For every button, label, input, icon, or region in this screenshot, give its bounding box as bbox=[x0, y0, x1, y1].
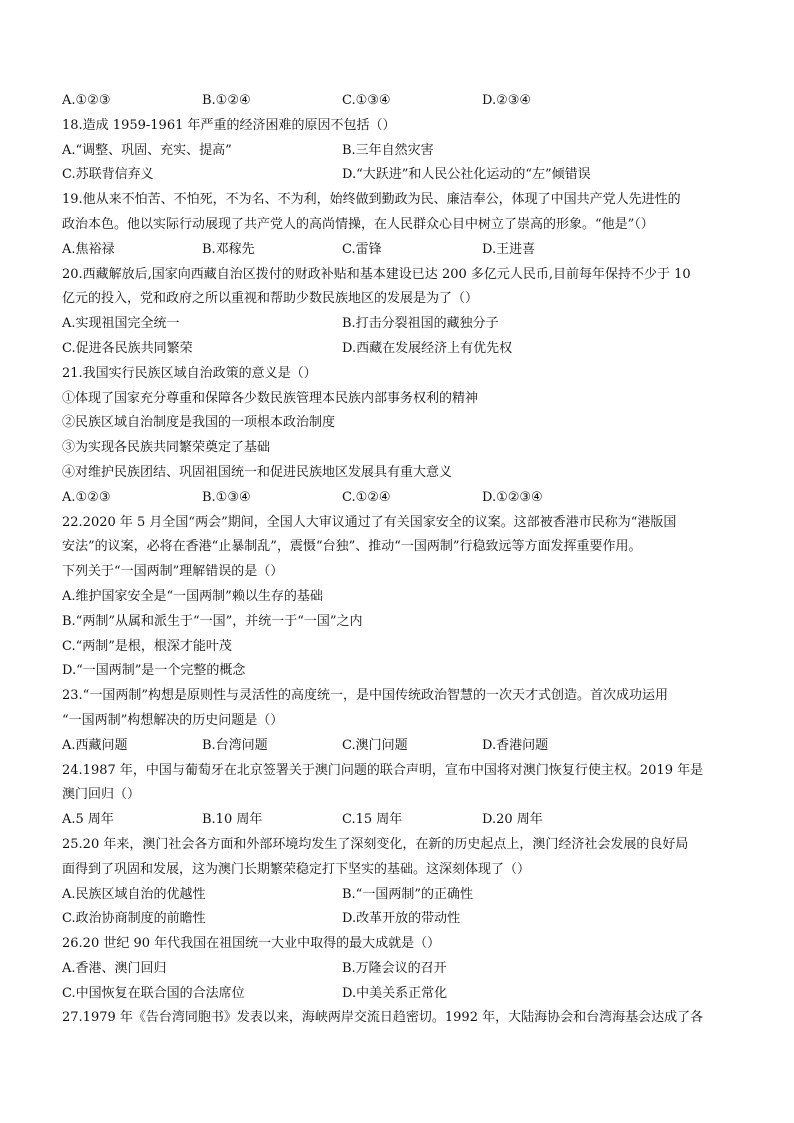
q23-option-d: D.香港问题 bbox=[482, 737, 549, 753]
q26-option-d: D.中美关系正常化 bbox=[342, 985, 448, 1001]
q18-option-b: B.三年自然灾害 bbox=[342, 142, 434, 158]
q22-option-c: C.“两制”是根，根深才能叶茂 bbox=[62, 638, 232, 654]
q19-options bbox=[62, 238, 738, 263]
q21-option-b: B.①③④ bbox=[202, 489, 251, 505]
q23-stem-line2: “一国两制”构想解决的历史问题是（） bbox=[62, 712, 284, 728]
q19-option-c: C.雷锋 bbox=[342, 241, 382, 257]
q20-option-d: D.西藏在发展经济上有优先权 bbox=[342, 340, 513, 356]
q25-options-row2 bbox=[62, 907, 738, 932]
q18-options-row1 bbox=[62, 139, 738, 164]
q22-stem-line1: 22.2020 年 5 月全国“两会”期间，全国人大审议通过了有关国家安全的议案。这部被香港市民称为“港版国 bbox=[62, 514, 677, 530]
q19-option-a: A.焦裕禄 bbox=[62, 241, 115, 257]
q20-stem-line1: 20.西藏解放后,国家向西藏自治区拨付的财政补贴和基本建设已达 200 多亿元人民币,目前每年保持不少于 10 bbox=[62, 266, 691, 282]
q20-stem-line2: 亿元的投入，党和政府之所以重视和帮助少数民族地区的发展是为了（） bbox=[62, 291, 479, 307]
q24-stem-line2: 澳门回归（） bbox=[62, 787, 141, 803]
q25-option-a: A.民族区域自治的优越性 bbox=[62, 886, 206, 902]
q17-option-b: B.①②④ bbox=[202, 93, 251, 108]
q18-option-c: C.苏联背信弃义 bbox=[62, 167, 154, 183]
q18-option-d: D.“大跃进”和人民公社化运动的“左”倾错误 bbox=[342, 167, 591, 183]
q21-option-a: A.①②③ bbox=[62, 489, 111, 505]
q24-stem-line1: 24.1987 年，中国与葡萄牙在北京签署关于澳门问题的联合声明，宣布中国将对澳门恢复行使主权。2019 年是 bbox=[62, 762, 704, 778]
q22-option-b: B.“两制”从属和派生于“一国”，并统一于“一国”之内 bbox=[62, 613, 363, 629]
q19-option-b: B.邓稼先 bbox=[202, 241, 255, 257]
q21-item-3: ③为实现各民族共同繁荣奠定了基础 bbox=[62, 440, 271, 456]
q24-options bbox=[62, 808, 738, 833]
q17-option-d: D.②③④ bbox=[482, 93, 532, 108]
q18-options-row2 bbox=[62, 163, 738, 188]
q17-option-c: C.①③④ bbox=[342, 93, 391, 108]
q24-option-a: A.5 周年 bbox=[62, 812, 114, 828]
q24-option-b: B.10 周年 bbox=[202, 812, 263, 828]
q21-options bbox=[62, 486, 738, 511]
q21-item-4: ④对维护民族团结、巩固祖国统一和促进民族地区发展具有重大意义 bbox=[62, 464, 453, 480]
q25-stem-line1: 25.20 年来，澳门社会各方面和外部环境均发生了深刻变化，在新的历史起点上，澳门经济社会发展的良好局 bbox=[62, 836, 689, 852]
q19-stem-line2: 政治本色。他以实际行动展现了共产党人的高尚情操，在人民群众心目中树立了崇高的形象。“他是”（） bbox=[62, 216, 654, 232]
q26-stem: 26.20 世纪 90 年代我国在祖国统一大业中取得的最大成就是（） bbox=[62, 936, 441, 952]
q25-option-c: C.政治协商制度的前瞻性 bbox=[62, 911, 206, 927]
q25-option-b: B.“一国两制”的正确性 bbox=[342, 886, 473, 902]
q21-option-c: C.①②④ bbox=[342, 489, 391, 505]
q20-option-c: C.促进各民族共同繁荣 bbox=[62, 340, 193, 356]
q26-options-row2 bbox=[62, 982, 738, 1007]
q20-option-b: B.打击分裂祖国的藏独分子 bbox=[342, 316, 499, 332]
q19-option-d: D.王进喜 bbox=[482, 241, 536, 257]
q25-options-row1 bbox=[62, 883, 738, 908]
q22-option-a: A.维护国家安全是“一国两制”赖以生存的基础 bbox=[62, 588, 323, 604]
q22-stem-line3: 下列关于“一国两制”理解错误的是（） bbox=[62, 564, 284, 580]
q26-option-c: C.中国恢复在联合国的合法席位 bbox=[62, 985, 245, 1001]
q22-option-d: D.“一国两制”是一个完整的概念 bbox=[62, 663, 246, 679]
q18-option-a: A.“调整、巩固、充实、提高” bbox=[62, 142, 232, 158]
q26-option-b: B.万隆会议的召开 bbox=[342, 960, 447, 976]
q20-option-a: A.实现祖国完全统一 bbox=[62, 316, 180, 332]
q26-options-row1 bbox=[62, 957, 738, 982]
q27-stem: 27.1979 年《告台湾同胞书》发表以来，海峡两岸交流日趋密切。1992 年，大陆海协会和台湾海基会达成了各 bbox=[62, 1010, 704, 1026]
q23-stem-line1: 23.“一国两制”构想是原则性与灵活性的高度统一，是中国传统政治智慧的一次天才式创造。首次成功运用 bbox=[62, 688, 668, 704]
q21-item-1: ①体现了国家充分尊重和保障各少数民族管理本民族内部事务权利的精神 bbox=[62, 390, 479, 406]
q20-options-row1 bbox=[62, 312, 738, 337]
q17-option-a: A.①②③ bbox=[62, 93, 111, 108]
q21-item-2: ②民族区域自治制度是我国的一项根本政治制度 bbox=[62, 415, 336, 431]
q23-option-c: C.澳门问题 bbox=[342, 737, 408, 753]
q20-options-row2 bbox=[62, 337, 738, 362]
q26-option-a: A.香港、澳门回归 bbox=[62, 960, 167, 976]
q24-option-d: D.20 周年 bbox=[482, 812, 543, 828]
q25-option-d: D.改革开放的带动性 bbox=[342, 911, 461, 927]
q24-option-c: C.15 周年 bbox=[342, 812, 403, 828]
q25-stem-line2: 面得到了巩固和发展，这为澳门长期繁荣稳定打下坚实的基础。这深刻体现了（） bbox=[62, 861, 531, 877]
q21-option-d: D.①②③④ bbox=[482, 489, 543, 505]
q23-options bbox=[62, 734, 738, 759]
q18-stem: 18.造成 1959-1961 年严重的经济困难的原因不包括（） bbox=[62, 117, 396, 133]
q19-stem-line1: 19.他从来不怕苦、不怕死，不为名、不为利，始终做到勤政为民、廉洁奉公，体现了中国共产党人先进性的 bbox=[62, 192, 681, 208]
exam-page bbox=[62, 89, 738, 1031]
q21-stem: 21.我国实行民族区域自治政策的意义是（） bbox=[62, 365, 317, 381]
q22-stem-line2: 安法”的议案，必将在香港“止暴制乱”，震慑“台独”、推动“一国两制”行稳致远等方面发挥重要作用。 bbox=[62, 539, 642, 555]
q23-option-a: A.西藏问题 bbox=[62, 737, 128, 753]
q17-options bbox=[62, 89, 738, 114]
q23-option-b: B.台湾问题 bbox=[202, 737, 268, 753]
